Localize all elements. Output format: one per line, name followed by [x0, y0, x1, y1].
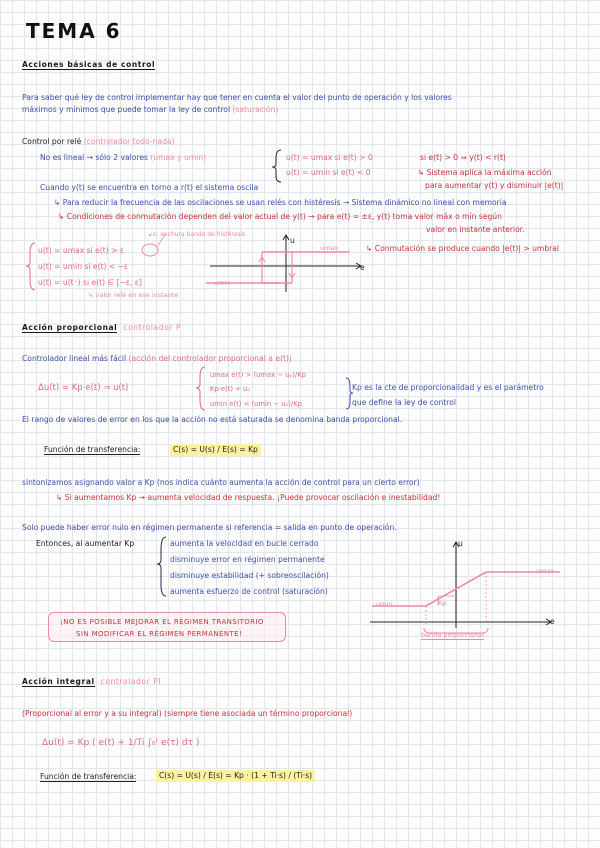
section-heading-integral: Acción integral controlador PI [22, 677, 162, 686]
hysteresis-eq-3-note: ↳ valor relé en ese instante [88, 291, 179, 299]
section-heading-basic-actions: Acciones básicas de control [22, 60, 156, 69]
hysteresis-width-label: ↙ε: anchura banda de histéresis [148, 231, 246, 238]
kp-effect-4: aumenta esfuerzo de control (saturación) [170, 587, 328, 596]
switching-note: ↳ Conmutación se produce cuando |e(t)| > umbral [366, 244, 560, 253]
p-graph-axis-e: e [550, 617, 555, 626]
proportional-graph [370, 542, 560, 633]
relay-graph-umin: umin [214, 279, 231, 287]
hysteresis-eq-2: u(t) = umin si e(t) < −ε [38, 262, 129, 271]
relay-graph-umax: umax [320, 244, 339, 252]
warning-line-2: SIN MODIFICAR EL RÉGIMEN PERMANENTE! [76, 630, 243, 638]
steady-state-note: Solo puede haber error nulo en régimen permanente si referencia = salida en punto de operación. [22, 523, 397, 532]
relay-condition: si e(t) > 0 ⇒ y(t) < r(t) [420, 153, 506, 162]
increase-kp-label: Entonces, al aumentar Kp [36, 539, 135, 548]
hysteresis-eq-1: u(t) = umax si e(t) > ε [38, 246, 125, 255]
proportional-tf-label: Función de transferencia: [44, 445, 141, 454]
proportional-tf: C(s) = U(s) / E(s) = Kp [170, 444, 261, 456]
kp-effect-2: disminuye error en régimen permanente [170, 555, 325, 564]
tuning-warning: ↳ Si aumentamos Kp → aumenta velocidad de respuesta. ¡Puede provocar oscilación e inestabilidad! [56, 493, 441, 502]
kp-note-2: que define la ley de control [352, 398, 456, 407]
p-graph-umin: umin [376, 600, 393, 608]
relay-heading: Control por relé (controlador todo-nada) [22, 137, 175, 146]
hysteresis-line-1: Cuando y(t) se encuentra en torno a r(t) el sistema oscila [40, 183, 259, 192]
proportional-equation: Δu(t) = Kp·e(t) ⇒ u(t) [38, 383, 129, 393]
relay-eq-umin: u(t) = umin si e(t) < 0 [286, 168, 371, 177]
p-graph-band: banda proporcional [421, 631, 484, 639]
epsilon-circle [142, 244, 158, 256]
hysteresis-line-3: ↳ Condiciones de conmutación dependen del valor actual de y(t) → para e(t) = ±ε, y(t) toma valor máx o mín según [58, 212, 502, 221]
relay-brace [272, 150, 281, 182]
integral-equation: Δu(t) = Kp ( e(t) + 1/Ti ∫₀ᵗ e(τ) dτ ) [42, 738, 200, 748]
intro-line-1: Para saber qué ley de control implementar hay que tener en cuenta el valor del punto de operación y los valores [22, 93, 452, 102]
proportional-line-1: Controlador lineal más fácil (acción del controlador proporcional a e(t)) [22, 354, 292, 363]
kp-effect-1: aumenta la velocidad en bucle cerrado [170, 539, 319, 548]
relay-graph-axis-u: u [290, 236, 295, 245]
kp-note-1: Kp es la cte de proporcionalidad y es el parámetro [352, 383, 544, 392]
hysteresis-line-4: valor en instante anterior. [426, 225, 525, 234]
relay-graph-axis-e: e [360, 263, 365, 272]
relay-note-1: ↳ Sistema aplica la máxima acción [418, 168, 552, 177]
proportional-case-1: umax e(t) > (umax − u₀)/Kp [210, 371, 306, 379]
relay-note-2: para aumentar y(t) y disminuir |e(t)| [425, 181, 564, 190]
p-graph-kp: Kp [438, 599, 447, 607]
proportional-case-3: umin e(t) < (umin − u₀)/Kp [210, 400, 302, 408]
relay-hysteresis-graph [206, 235, 361, 292]
section-heading-proportional: Acción proporcional controlador P [22, 323, 182, 332]
intro-line-2: máximos y mínimos que puede tomar la ley de control (saturación) [22, 105, 279, 114]
hysteresis-brace [26, 243, 35, 290]
p-graph-axis-u: u [458, 539, 463, 548]
tuning-line: sintonizamos asignando valor a Kp (nos indica cuánto aumenta la acción de control para un cierto error) [22, 478, 420, 487]
integral-tf: C(s) = U(s) / E(s) = Kp · (1 + Ti·s) / (Ti·s) [156, 770, 315, 782]
kp-effect-3: disminuye estabilidad (+ sobreoscilación) [170, 571, 329, 580]
hysteresis-line-2: ↳ Para reducir la frecuencia de las oscilaciones se usan relés con histéresis → Sistema dinámico no lineal con memoria [54, 198, 507, 207]
warning-line-1: ¡NO ES POSIBLE MEJORAR EL RÉGIMEN TRANSITORIO [60, 618, 264, 626]
integral-tf-label: Función de transferencia: [40, 772, 137, 781]
proportional-case-2: Kp·e(t) + u₀ [210, 385, 251, 393]
proportional-band-definition: El rango de valores de error en los que la acción no está saturada se denomina banda proporcional. [22, 415, 403, 424]
relay-line-nonlinear: No es lineal → sólo 2 valores (umax y umin) [40, 153, 207, 162]
integral-line-1: (Proporcional al error y a su integral) (siempre tiene asociada un término proporcional) [22, 709, 353, 718]
hysteresis-eq-3: u(t) = u(t⁻) si e(t) ∈ [−ε, ε] [38, 278, 142, 287]
page-title: TEMA 6 [26, 19, 122, 43]
p-graph-umax: umax [536, 567, 555, 575]
relay-eq-umax: u(t) = umax si e(t) > 0 [286, 153, 373, 162]
